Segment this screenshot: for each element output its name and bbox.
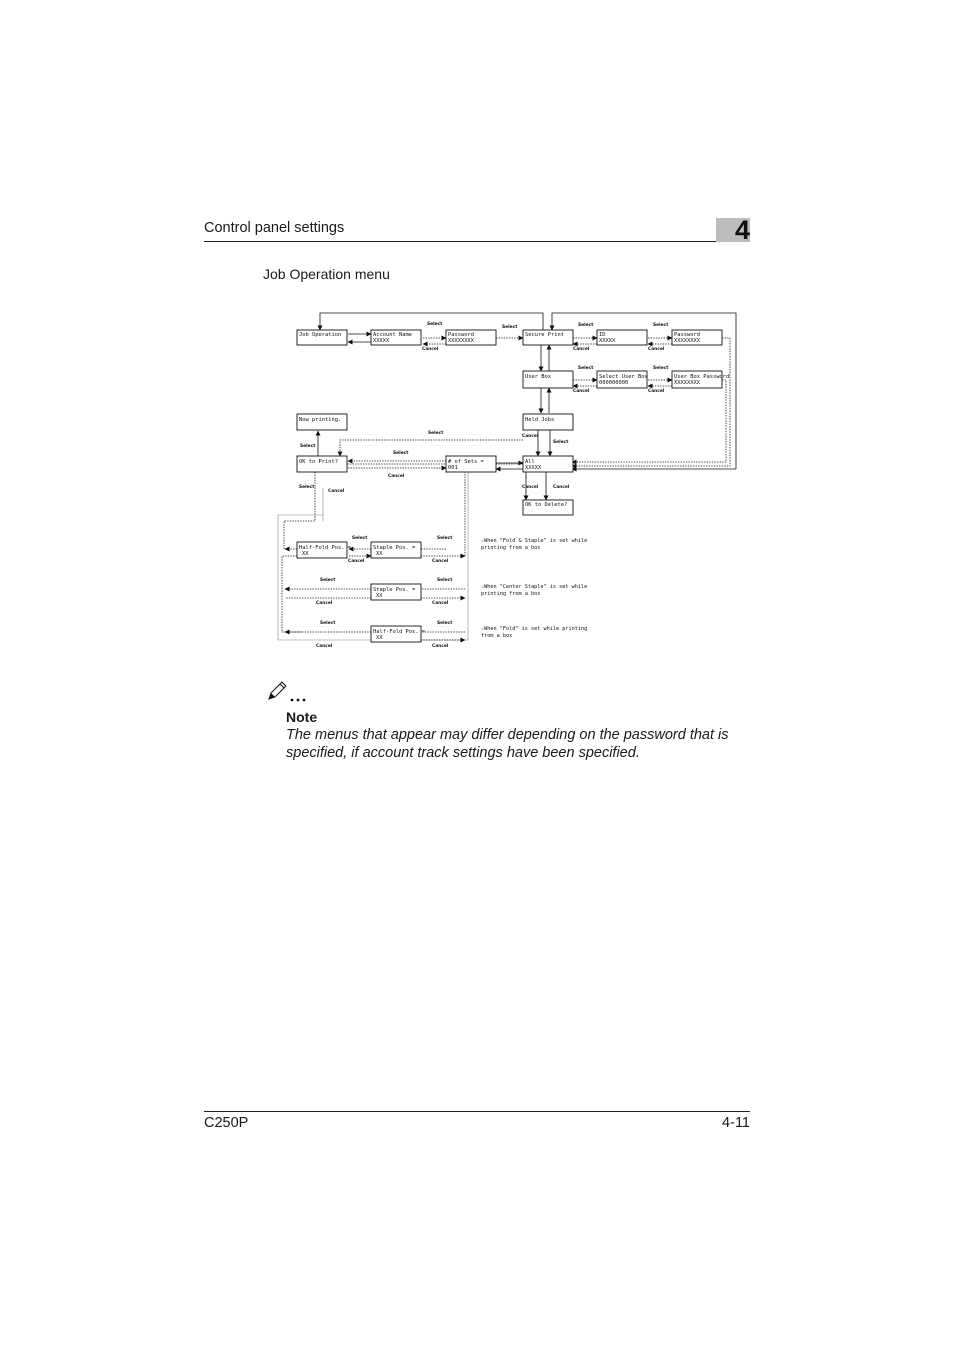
svg-text:Half-Fold Pos. =: Half-Fold Pos. =	[373, 629, 425, 635]
connector	[282, 556, 302, 632]
footer-page-number: 4-11	[722, 1115, 750, 1131]
select-label: Select	[428, 431, 444, 436]
connector	[572, 338, 730, 466]
svg-text:printing from a box: printing from a box	[481, 591, 541, 597]
svg-text:ID: ID	[599, 332, 606, 338]
svg-text:Select User Box: Select User Box	[599, 374, 648, 380]
select-label: Select	[299, 485, 315, 490]
svg-text:from a box: from a box	[481, 633, 513, 639]
svg-text:Secure Print: Secure Print	[525, 332, 564, 338]
svg-text:☆When "Fold & Staple" is set w: ☆When "Fold & Staple" is set while	[481, 538, 588, 544]
select-label: Select	[578, 323, 594, 328]
svg-text:XX: XX	[376, 551, 383, 557]
cancel-label: Cancel	[522, 434, 539, 439]
box-select-user-box	[597, 371, 648, 388]
svg-text:XXXXXXXX: XXXXXXXX	[674, 380, 700, 386]
pencil-note-icon	[266, 680, 312, 704]
annotation-fold	[481, 626, 587, 639]
svg-text:XX: XX	[302, 551, 309, 557]
cancel-label: Cancel	[573, 347, 590, 352]
select-label: Select	[427, 322, 443, 327]
svg-text:☆When "Center Staple" is set w: ☆When "Center Staple" is set while	[481, 584, 588, 590]
box-staple-pos-2	[371, 584, 421, 600]
cancel-label: Cancel	[432, 559, 449, 564]
svg-text:☆When "Fold" is set while prin: ☆When "Fold" is set while printing	[481, 626, 588, 632]
cancel-label: Cancel	[522, 485, 539, 490]
select-label: Select	[437, 578, 453, 583]
chapter-tab	[716, 215, 750, 245]
box-half-fold-pos-2	[371, 626, 426, 642]
box-user-box	[523, 371, 573, 388]
svg-text:Account Name: Account Name	[373, 332, 412, 338]
cancel-label: Cancel	[316, 644, 333, 649]
chapter-number: 4	[734, 215, 750, 245]
cancel-label: Cancel	[328, 489, 345, 494]
cancel-label: Cancel	[348, 559, 365, 564]
header-title: Control panel settings	[204, 220, 345, 236]
svg-text:XXXXXXXX: XXXXXXXX	[448, 338, 474, 344]
svg-text:printing from a box: printing from a box	[481, 545, 541, 551]
box-job-operation	[297, 330, 347, 345]
svg-text:XX: XX	[376, 635, 383, 641]
box-id	[597, 330, 647, 345]
select-label: Select	[320, 578, 336, 583]
svg-text:Job Operation: Job Operation	[299, 332, 342, 338]
select-label: Select	[653, 366, 669, 371]
select-label: Select	[553, 440, 569, 445]
cancel-label: Cancel	[432, 644, 449, 649]
cancel-label: Cancel	[422, 347, 439, 352]
select-label: Select	[352, 536, 368, 541]
box-held-jobs	[523, 414, 573, 430]
job-operation-flow-diagram	[270, 300, 750, 660]
box-password-2	[672, 330, 722, 345]
select-label: Select	[437, 536, 453, 541]
header-rule	[204, 241, 750, 242]
connector	[340, 440, 523, 456]
svg-text:Password: Password	[448, 332, 474, 338]
cancel-label: Cancel	[388, 474, 405, 479]
svg-text:Held Jobs: Held Jobs	[525, 417, 555, 423]
select-label: Select	[300, 444, 316, 449]
cancel-label: Cancel	[648, 389, 665, 394]
connector	[284, 472, 315, 549]
svg-text:Now printing.: Now printing.	[299, 417, 342, 423]
box-number-of-sets	[446, 456, 496, 472]
cancel-label: Cancel	[553, 485, 570, 490]
box-all	[523, 456, 573, 472]
box-password-1	[446, 330, 496, 345]
svg-text:Half-Fold Pos. =: Half-Fold Pos. =	[299, 545, 351, 551]
svg-text:OK to Print?: OK to Print?	[299, 459, 338, 465]
cancel-label: Cancel	[648, 347, 665, 352]
annotation-center-staple	[481, 584, 587, 597]
select-label: Select	[578, 366, 594, 371]
box-account-name	[371, 330, 421, 345]
select-label: Select	[437, 621, 453, 626]
select-label: Select	[502, 325, 518, 330]
section-title: Job Operation menu	[263, 266, 390, 282]
box-staple-pos-1	[371, 542, 421, 558]
svg-text:001: 001	[448, 465, 458, 471]
svg-text:XXXXXXXX: XXXXXXXX	[674, 338, 700, 344]
svg-text:# of Sets =: # of Sets =	[448, 459, 484, 465]
box-half-fold-pos-1	[297, 542, 352, 558]
note-label: Note	[286, 709, 318, 725]
svg-text:XX: XX	[376, 593, 383, 599]
footer-model: C250P	[204, 1115, 249, 1131]
box-ok-to-print	[297, 456, 347, 472]
svg-text:All: All	[525, 459, 535, 465]
svg-text:XXXXX: XXXXX	[599, 338, 616, 344]
svg-text:OK to Delete?: OK to Delete?	[525, 502, 568, 508]
select-label: Select	[393, 451, 409, 456]
svg-text:XXXXX: XXXXX	[525, 465, 542, 471]
svg-text:XXXXX: XXXXX	[373, 338, 390, 344]
cancel-label: Cancel	[432, 601, 449, 606]
select-label: Select	[653, 323, 669, 328]
svg-text:Password: Password	[674, 332, 700, 338]
cancel-label: Cancel	[316, 601, 333, 606]
svg-text:User Box Password: User Box Password	[674, 374, 730, 380]
annotation-fold-staple	[481, 538, 587, 551]
box-user-box-password	[672, 371, 729, 388]
box-now-printing	[297, 414, 347, 430]
box-ok-to-delete	[523, 500, 573, 515]
svg-text:Staple Pos. =: Staple Pos. =	[373, 587, 416, 593]
svg-text:000000000: 000000000	[599, 380, 629, 386]
footer-rule	[204, 1111, 750, 1112]
note-text: The menus that appear may differ depending on the password that is specified, if account track settings have been specified.	[286, 727, 729, 761]
select-label: Select	[320, 621, 336, 626]
svg-text:User Box: User Box	[525, 374, 551, 380]
svg-text:Staple Pos. =: Staple Pos. =	[373, 545, 416, 551]
cancel-label: Cancel	[573, 389, 590, 394]
box-secure-print	[523, 330, 573, 345]
